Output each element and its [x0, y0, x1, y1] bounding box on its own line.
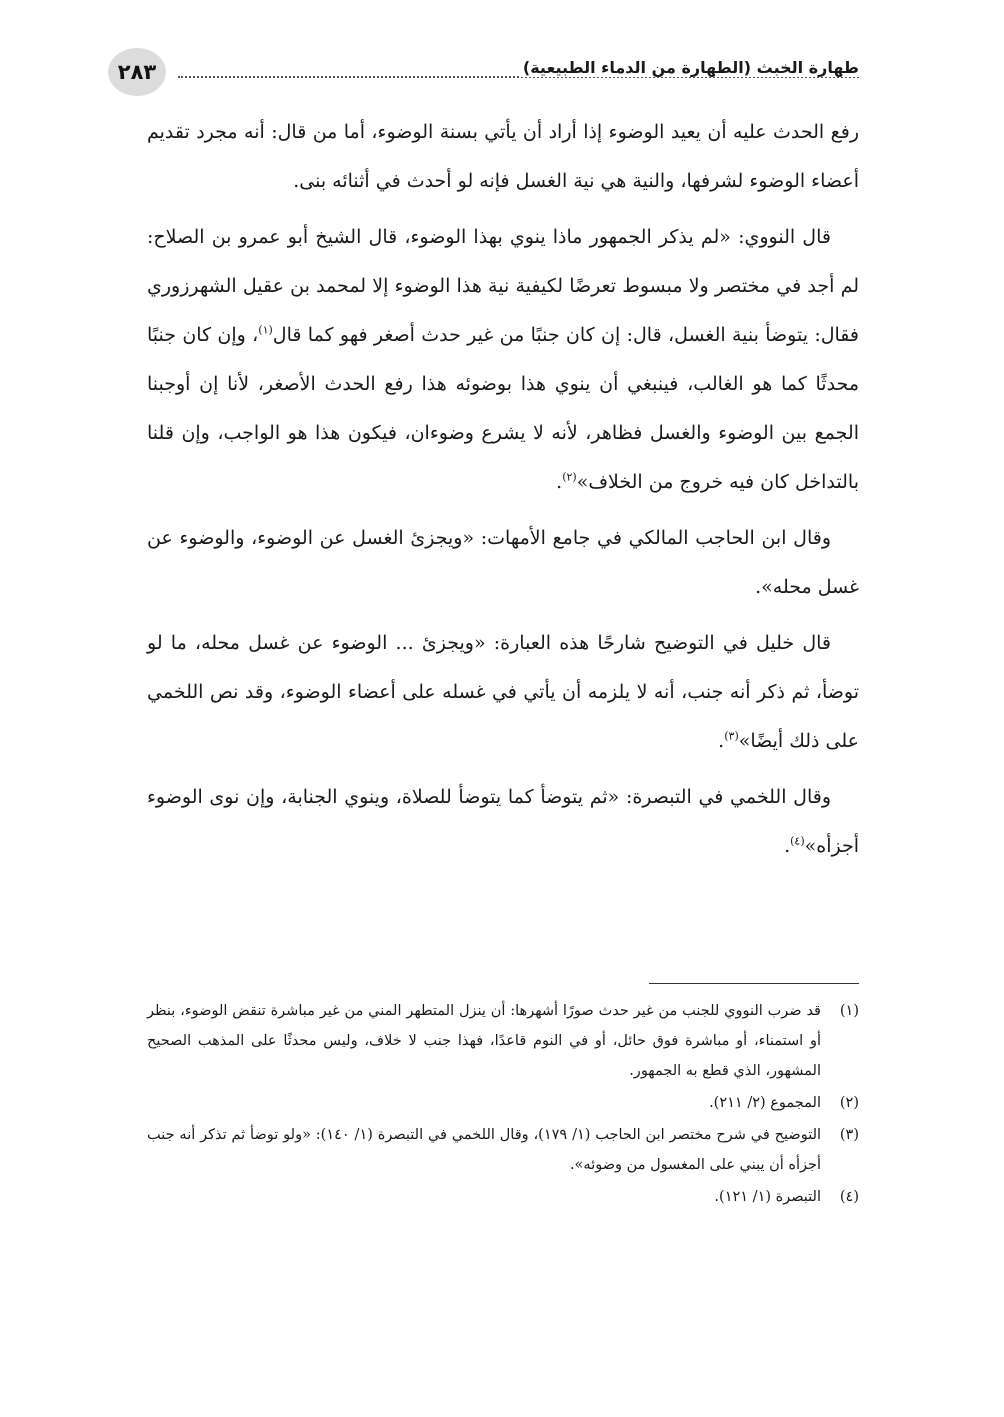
paragraph [147, 213, 859, 507]
footnote-number: (٢) [839, 1095, 859, 1111]
page-number: ٢٨٣ [108, 48, 166, 96]
running-title: طهارة الخبث (الطهارة من الدماء الطبيعية) [519, 58, 859, 77]
footnote-ref[interactable]: (٢) [562, 470, 577, 484]
footnote [147, 1182, 859, 1212]
footnotes [147, 996, 859, 1214]
footnote-number: (٤) [839, 1189, 859, 1205]
paragraph: وقال ابن الحاجب المالكي في جامع الأمهات: «ويجزئ الغسل عن الوضوء، والوضوء عن غسل محله». [147, 527, 859, 598]
footnote [147, 996, 859, 1086]
footnote-text: قد ضرب النووي للجنب من غير حدث صورًا أشهرها: أن ينزل المتطهر المني من غير مباشرة تنقض الوضوء، بنظر أو استمناء، أو مباشرة فوق حائل، أو في النوم قاعدًا، فهذا جنب لا خلاف، وليس محدثًا على المذهب الصحيح المشهور، الذي قطع به الجمهور. [147, 1003, 821, 1079]
paragraph-end: . [556, 471, 563, 493]
footnote-number: (١) [839, 1003, 859, 1019]
paragraph [147, 773, 859, 871]
paragraph-text: ، وإن كان جنبًا محدثًا كما هو الغالب، فينبغي أن ينوي هذا بوضوئه هذا رفع الحدث الأصغر، لأنا إن أوجبنا الجمع بين الوضوء والغسل فظاهر، لأنه لا يشرع وضوءان، فيكون هذا هو الواجب، وإن قلنا بالتداخل كان فيه خروج من الخلاف» [147, 324, 859, 493]
footnote-ref[interactable]: (١) [258, 323, 273, 337]
footnote-number: (٣) [839, 1127, 859, 1143]
paragraph: رفع الحدث عليه أن يعيد الوضوء إذا أراد أن يأتي بسنة الوضوء، أما من قال: أنه مجرد تقديم أعضاء الوضوء لشرفها، والنية هي نية الغسل فإنه لو أحدث في أثنائه بنى. [147, 121, 859, 192]
footnote-text: التوضيح في شرح مختصر ابن الحاجب (١/ ١٧٩)، وقال اللخمي في التبصرة (١/ ١٤٠): «ولو توضأ ثم تذكر أنه جنب أجزأه أن يبني على المغسول من وضوئه». [147, 1127, 822, 1173]
footnote-ref[interactable]: (٣) [724, 729, 739, 743]
footnote-text: التبصرة (١/ ١٢١). [714, 1189, 821, 1205]
page-header [108, 48, 859, 96]
footnote [147, 1088, 859, 1118]
paragraph-end: . [718, 730, 725, 752]
paragraph [147, 619, 859, 766]
paragraph-end: . [784, 835, 791, 857]
footnote-ref[interactable]: (٤) [790, 834, 805, 848]
paragraph-text: قال النووي: «لم يذكر الجمهور ماذا ينوي بهذا الوضوء، قال الشيخ أبو عمرو بن الصلاح: لم أجد في مختصر ولا مبسوط تعرضًا لكيفية نية هذا الوضوء إلا لمحمد بن عقيل الشهرزوري فقال: يتوضأ بنية الغسل، قال: إن كان جنبًا من غير حدث أصغر فهو كما قال [147, 226, 860, 346]
paragraph-text: قال خليل في التوضيح شارحًا هذه العبارة: «ويجزئ ... الوضوء عن غسل محله، ما لو توضأ، ثم ذكر أنه جنب، أنه لا يلزمه أن يأتي في غسله على أعضاء الوضوء، وقد نص اللخمي على ذلك أيضًا» [147, 632, 859, 752]
footnote-text: المجموع (٢/ ٢١١). [709, 1095, 821, 1111]
paragraph-text: وقال اللخمي في التبصرة: «ثم يتوضأ كما يتوضأ للصلاة، وينوي الجنابة، وإن نوى الوضوء أجزأه» [147, 786, 859, 857]
main-text [147, 108, 859, 878]
footnote [147, 1120, 859, 1180]
footnote-separator [649, 983, 859, 984]
